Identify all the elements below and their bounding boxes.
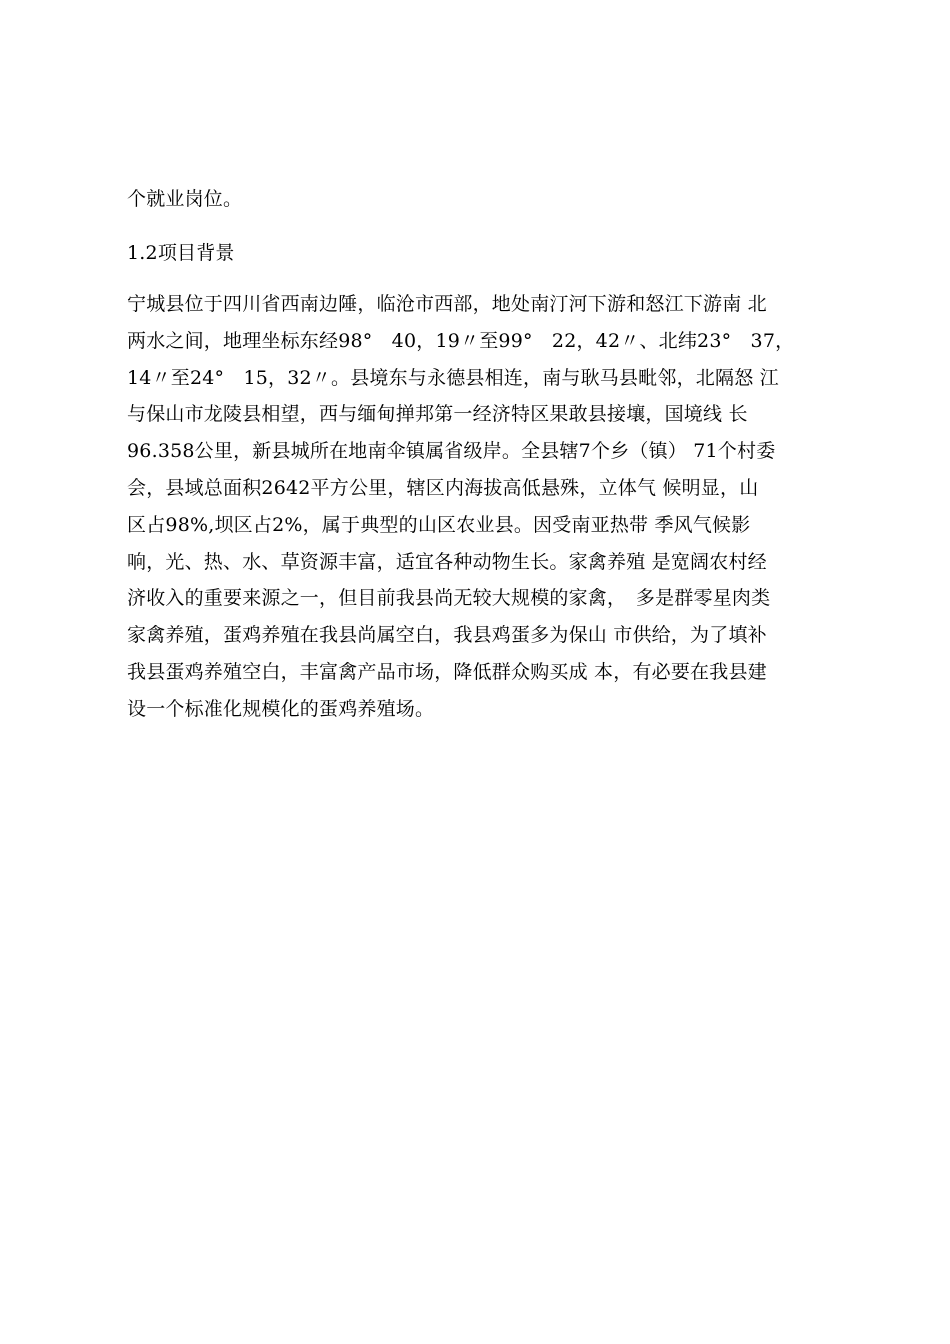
text-line: 宁城县位于四川省西南边陲，临沧市西部，地处南汀河下游和怒江下游南 北 — [127, 293, 767, 315]
text-line: 济收入的重要来源之一，但目前我县尚无较大规模的家禽， 多是群零星肉类 — [127, 587, 771, 610]
text-line: 家禽养殖，蛋鸡养殖在我县尚属空白，我县鸡蛋多为保山 市供给，为了填补 — [127, 624, 767, 647]
text-line: 两水之间，地理坐标东经98° 40，19〃至99° 22，42〃、北纬23° 37， — [127, 329, 795, 352]
text-line: 设一个标准化规模化的蛋鸡养殖场。 — [127, 697, 435, 720]
text-line: 区占98%,坝区占2%，属于典型的山区农业县。因受南亚热带 季风气候影 — [127, 513, 751, 536]
text-line: 96.358公里，新县城所在地南伞镇属省级岸。全县辖7个乡（镇） 71个村委 — [127, 440, 776, 463]
text-line: 与保山市龙陵县相望，西与缅甸掸邦第一经济特区果敢县接壤，国境线 长 — [127, 403, 748, 426]
text-line: 个就业岗位。 — [127, 188, 243, 210]
section-heading — [127, 235, 845, 272]
text-line: 14〃至24° 15，32〃。县境东与永德县相连，南与耿马县毗邻，北隔怒 江 — [127, 366, 779, 389]
body-paragraph — [127, 286, 845, 728]
continued-paragraph-fragment — [127, 181, 845, 218]
text-line: 会，县域总面积2642平方公里，辖区内海拔高低悬殊，立体气 候明显，山 — [127, 476, 759, 499]
text-line: 响，光、热、水、草资源丰富，适宜各种动物生长。家禽养殖 是宽阔农村经 — [127, 550, 767, 573]
heading-text: 1.2项目背景 — [127, 242, 235, 264]
text-line: 我县蛋鸡养殖空白，丰富禽产品市场，降低群众购买成 本，有必要在我县建 — [127, 660, 767, 683]
